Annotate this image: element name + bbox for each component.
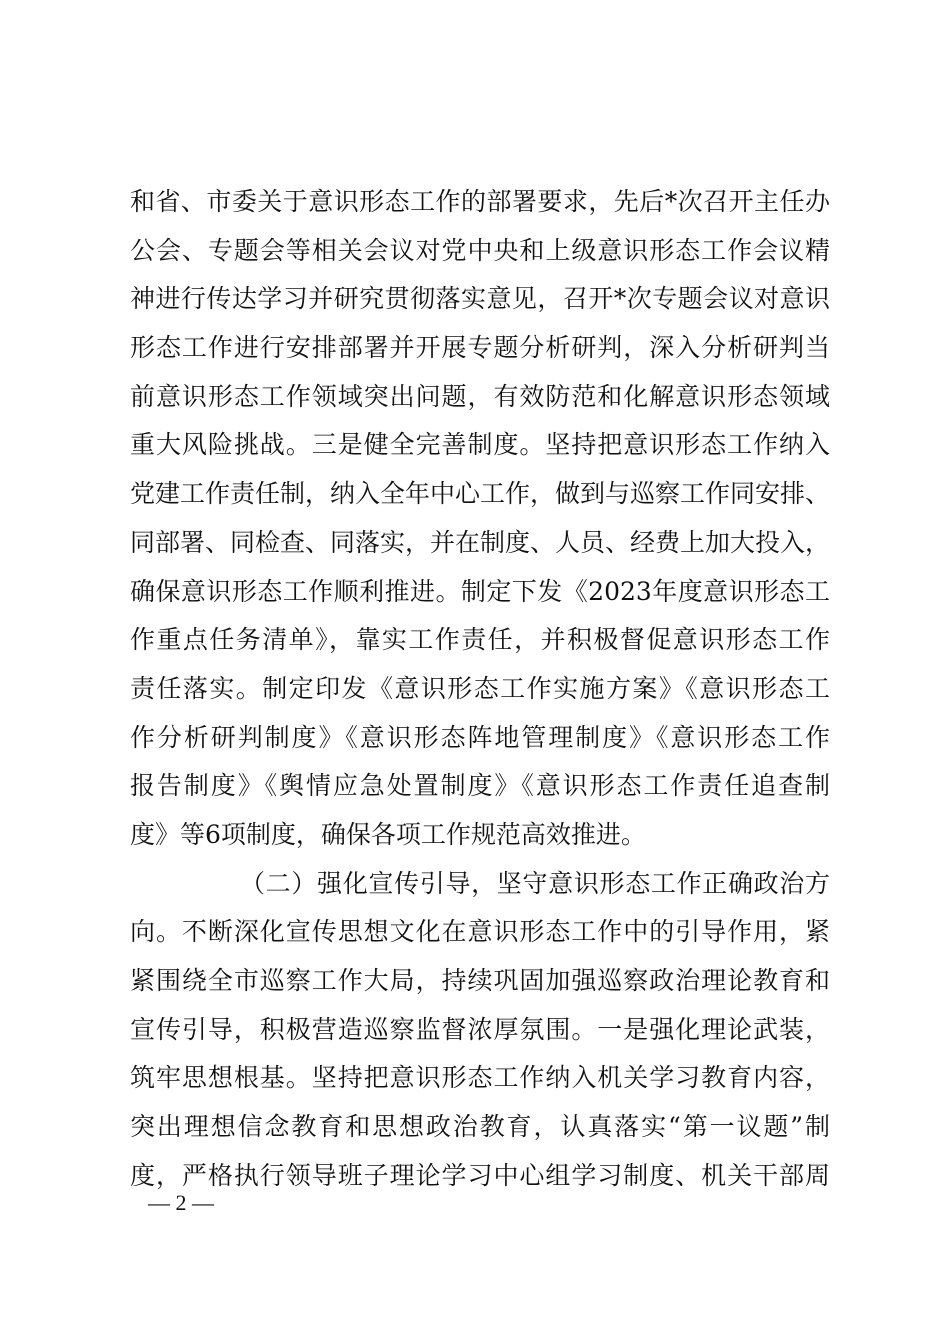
document-body: [130, 178, 830, 1200]
text-line: 公会、专题会等相关会议对党中央和上级意识形态工作会议精: [130, 235, 830, 265]
text-line: 作分析研判制度》《意识形态阵地管理制度》《意识形态工作: [130, 722, 830, 752]
text-line: 和省、市委关于意识形态工作的部署要求，先后*次召开主任办: [130, 187, 830, 216]
text-line: 前意识形态工作领域突出问题，有效防范和化解意识形态领域: [130, 381, 830, 411]
text-line: 度，严格执行领导班子理论学习中心组学习制度、机关干部周: [130, 1160, 830, 1190]
text-line: 责任落实。制定印发《意识形态工作实施方案》《意识形态工: [130, 673, 830, 703]
text-line: 向。不断深化宣传思想文化在意识形态工作中的引导作用，紧: [130, 917, 830, 947]
page-number: — 2 —: [148, 1190, 214, 1215]
text-line: 神进行传达学习并研究贯彻落实意见，召开*次专题会议对意识: [130, 284, 830, 314]
text-line: 形态工作进行安排部署并开展专题分析研判，深入分析研判当: [130, 333, 830, 363]
text-line: 筑牢思想根基。坚持把意识形态工作纳入机关学习教育内容，: [130, 1063, 830, 1093]
section-heading-line: （二）强化宣传引导，坚守意识形态工作正确政治方: [240, 868, 830, 898]
text-line: 度》等6项制度，确保各项工作规范高效推进。: [130, 819, 646, 849]
text-line: 作重点任务清单》，靠实工作责任，并积极督促意识形态工作: [130, 625, 830, 655]
text-line: 同部署、同检查、同落实，并在制度、人员、经费上加大投入，: [130, 527, 831, 557]
text-line: 确保意识形态工作顺利推进。制定下发《2023年度意识形态工: [130, 576, 830, 606]
text-line: 紧围绕全市巡察工作大局，持续巩固加强巡察政治理论教育和: [130, 966, 830, 995]
text-line: 党建工作责任制，纳入全年中心工作，做到与巡察工作同安排、: [130, 479, 831, 509]
text-line: 宣传引导，积极营造巡察监督浓厚氛围。一是强化理论武装，: [130, 1014, 830, 1044]
text-line: 报告制度》《舆情应急处置制度》《意识形态工作责任追查制: [130, 771, 830, 801]
text-line: 突出理想信念教育和思想政治教育，认真落实“第一议题”制: [130, 1112, 830, 1142]
text-line: 重大风险挑战。三是健全完善制度。坚持把意识形态工作纳入: [130, 430, 830, 460]
